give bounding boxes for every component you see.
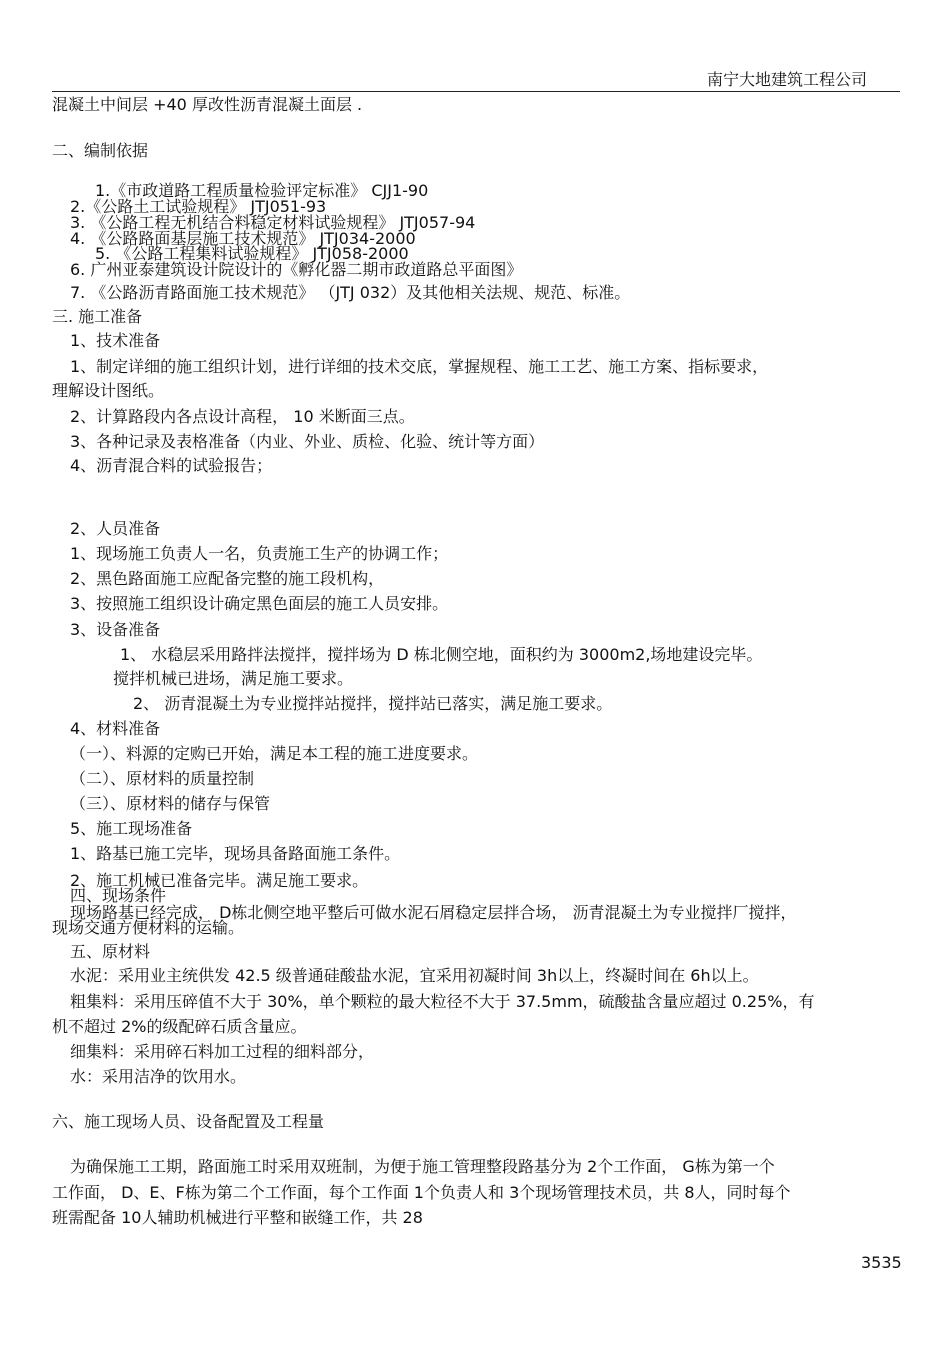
subsection-heading: 3、设备准备 [70,620,161,639]
section-heading: 四、现场条件 [70,886,167,905]
section-heading: 二、编制依据 [52,141,149,160]
text-line: 3、按照施工组织设计确定黑色面层的施工人员安排。 [70,594,449,613]
text-line: （一）、料源的定购已开始，满足本工程的施工进度要求。 [70,744,479,763]
section-heading: 三. 施工准备 [52,307,143,326]
text-line: 工作面， D、E、F栋为第二个工作面，每个工作面 1个负责人和 3个现场管理技术员，共 8人，同时每个 [52,1183,791,1202]
text-line: 水：采用洁净的饮用水。 [70,1067,247,1086]
text-line: 3、各种记录及表格准备（内业、外业、质检、化验、统计等方面） [70,432,545,451]
text-line: 2、黑色路面施工应配备完整的施工段机构， [70,569,385,588]
subsection-heading: 4、材料准备 [70,719,161,738]
text-line: 现场交通方便材料的运输。 [52,918,245,937]
text-line: 1、制定详细的施工组织计划，进行详细的技术交底，掌握规程、施工工艺、施工方案、指标要求， [70,357,769,376]
text-line: 混凝土中间层 +40 厚改性沥青混凝土面层 . [52,95,363,114]
text-line: 水泥：采用业主统供发 42.5 级普通硅酸盐水泥，宜采用初凝时间 3h以上，终凝时间在 6h以上。 [70,966,759,985]
text-line: 1、路基已施工完毕，现场具备路面施工条件。 [70,844,401,863]
header-rule [52,91,900,92]
text-line: 细集料：采用碎石料加工过程的细料部分， [70,1042,375,1061]
text-line: 理解设计图纸。 [52,381,165,400]
text-line: 现场路基已经完成， D栋北侧空地平整后可做水泥石屑稳定层拌合场， 沥青混凝土为专业搅拌厂搅拌， [70,903,797,922]
reference-item: 1.《市政道路工程质量检验评定标准》 CJJ1-90 [95,181,429,200]
reference-item: 3. 《公路工程无机结合料稳定材料试验规程》 JTJ057-94 [70,213,476,232]
reference-item: 6. 广州亚泰建筑设计院设计的《孵化器二期市政道路总平面图》 [70,260,523,279]
subsection-heading: 5、施工现场准备 [70,819,193,838]
subsection-heading: 1、技术准备 [70,331,161,350]
text-line: 机不超过 2%的级配碎石质含量应。 [52,1017,307,1036]
text-line: 为确保施工工期，路面施工时采用双班制，为便于施工管理整段路基分为 2个工作面， G栋为第一个 [70,1157,775,1176]
text-line: 2、施工机械已准备完毕。满足施工要求。 [70,871,369,890]
text-line: （二）、原材料的质量控制 [70,769,255,788]
section-heading: 六、施工现场人员、设备配置及工程量 [52,1112,325,1131]
text-line: （三）、原材料的储存与保管 [70,794,271,813]
page-number: 3535 [861,1253,902,1272]
text-line: 搅拌机械已进场，满足施工要求。 [113,669,354,688]
text-line: 4、沥青混合料的试验报告； [70,456,273,475]
subsection-heading: 2、人员准备 [70,519,161,538]
reference-item: 2.《公路土工试验规程》 JTJ051-93 [70,197,327,216]
text-line: 粗集料：采用压碎值不大于 30%，单个颗粒的最大粒径不大于 37.5mm，硫酸盐含量应超过 0.25%，有 [70,992,815,1011]
text-line: 1、 水稳层采用路拌法搅拌，搅拌场为 D 栋北侧空地，面积约为 3000m2,场地建设完毕。 [120,645,763,664]
reference-item: 5. 《公路工程集料试验规程》 JTJ058-2000 [95,244,409,263]
reference-item: 4. 《公路路面基层施工技术规范》 JTJ034-2000 [70,229,416,248]
reference-item: 7. 《公路沥青路面施工技术规范》 （JTJ 032）及其他相关法规、规范、标准。 [70,283,631,302]
text-line: 班需配备 10人辅助机械进行平整和嵌缝工作，共 28 [52,1208,423,1227]
text-line: 1、现场施工负责人一名，负责施工生产的协调工作； [70,544,449,563]
text-line: 2、计算路段内各点设计高程， 10 米断面三点。 [70,407,415,426]
text-line: 2、 沥青混凝土为专业搅拌站搅拌，搅拌站已落实，满足施工要求。 [133,694,613,713]
section-heading: 五、原材料 [70,942,151,961]
company-header: 南宁大地建筑工程公司 [707,70,868,89]
